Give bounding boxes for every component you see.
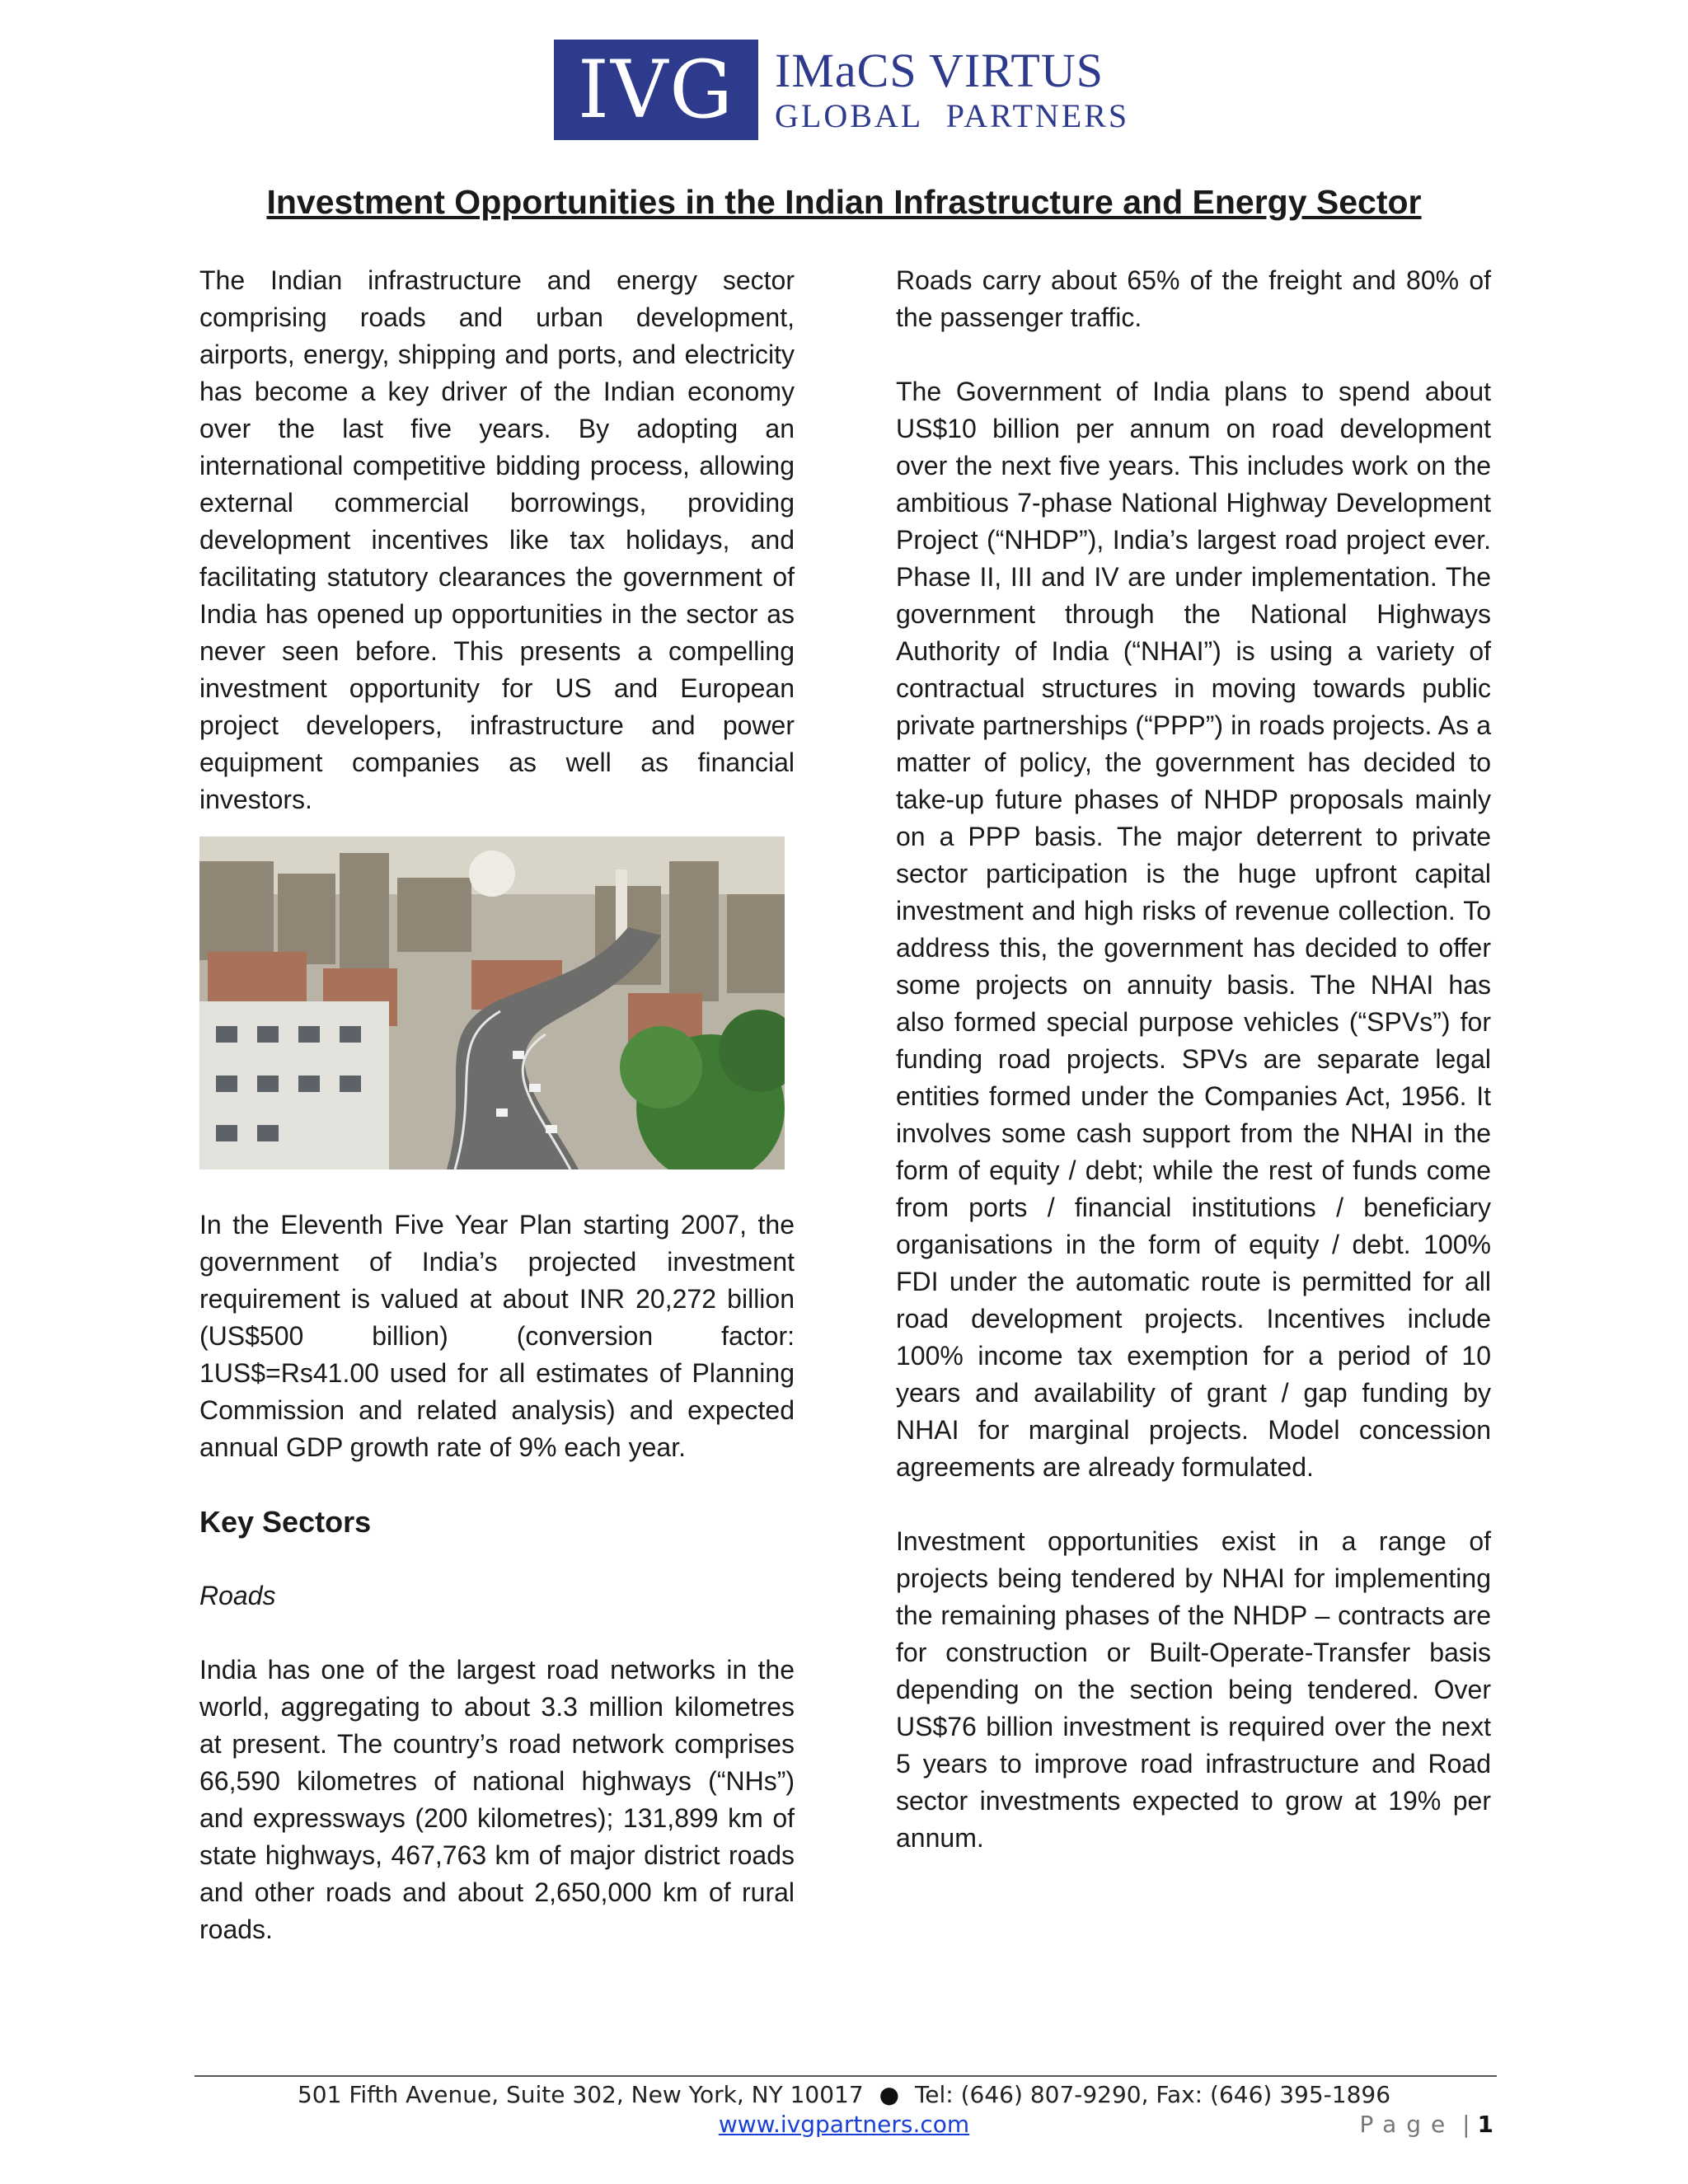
road-spending-paragraph: The Government of India plans to spend about US$10 billion per annum on road development over the next five years. This includes work on the ambitious 7-phase National Highway Development Project (“NHDP”), India’s largest road project ever. Phase II, III and IV are under implementation. The government through the National Highways Authority of India (“NHAI”) is using a variety of contractual structures in moving towards public private partnerships (“PPP”) in roads projects. As a matter of policy, the government has decided to take-up future phases of NHDP proposals mainly on a PPP basis. The major deterrent to private sector participation is the huge upfront capital investment and high risks of revenue collection. To address this, the government has decided to offer some projects on annuity basis. The NHAI has also formed special purpose vehicles (“SPVs”) for funding road projects. SPVs are separate legal entities formed under the Companies Act, 1956. It involves some cash support from the NHAI in the form of equity / debt; while the rest of funds come from ports / financial institutions / beneficiary organisations in the form of equity / debt. 100% FDI under the automatic route is permitted for all road development projects. Incentives include 100% income tax exemption for a period of 10 years and availability of grant / gap funding by NHAI for marginal projects. Model concession agreements are already formulated. [896, 377, 1491, 1482]
page-separator: | [1462, 2111, 1470, 2138]
plan-paragraph: In the Eleventh Five Year Plan starting 2007, the government of India’s projected investment requirement is valued at about INR 20,272 billion (US$500 billion) (conversion factor: 1US$=Rs41.00 used for all estimates of Planning Commission and related analysis) and expected annual GDP growth rate of 9% each year. [199, 1210, 795, 1462]
flyover-illustration [199, 837, 785, 1169]
logo-mark-text: IVG [578, 44, 734, 136]
city-flyover-photo [199, 837, 785, 1169]
right-column [896, 262, 1491, 1857]
logo-wordmark [775, 45, 1129, 135]
company-logo [554, 40, 1147, 140]
page-number: 1 [1477, 2111, 1493, 2138]
logo-line-1: IMaCS VIRTUS [775, 44, 1104, 97]
key-sectors-heading: Key Sectors [199, 1505, 372, 1539]
page-label: Page [1359, 2111, 1456, 2138]
roads-subheading: Roads [199, 1581, 276, 1610]
logo-mark [554, 40, 758, 140]
left-column [199, 262, 795, 1948]
page-title: Investment Opportunities in the Indian Infrastructure and Energy Sector [266, 183, 1422, 221]
website-link[interactable]: www.ivgpartners.com [718, 2111, 970, 2138]
investment-opportunities-paragraph: Investment opportunities exist in a range of projects being tendered by NHAI for implementing the remaining phases of the NHDP – contracts are for construction or Built-Operate-Transfer basis depending on the section being tendered. Over US$76 billion investment is required over the next 5 years to improve road infrastructure and Road sector investments expected to grow at 19% per annum. [896, 1526, 1491, 1853]
roads-paragraph: India has one of the largest road networks in the world, aggregating to about 3.3 million kilometres at present. The country’s road network comprises 66,590 kilometres of national highways (“NHs”) and expressways (200 kilometres); 131,899 km of state highways, 467,763 km of major district roads and other roads and about 2,650,000 km of rural roads. [199, 1655, 795, 1944]
page-number-block [1359, 2110, 1493, 2139]
footer-contact: Tel: (646) 807-9290, Fax: (646) 395-1896 [914, 2081, 1391, 2108]
footer-divider [195, 2075, 1497, 2077]
footer-address-line [0, 2080, 1688, 2110]
footer-address: 501 Fifth Avenue, Suite 302, New York, NY 10017 [297, 2081, 864, 2108]
freight-paragraph: Roads carry about 65% of the freight and 80% of the passenger traffic. [896, 265, 1491, 332]
bullet-separator-icon: ● [879, 2081, 900, 2108]
intro-paragraph: The Indian infrastructure and energy sector comprising roads and urban development, airports, energy, shipping and ports, and electricity has become a key driver of the Indian economy over the last five years. By adopting an international competitive bidding process, allowing external commercial borrowings, providing development incentives like tax holidays, and facilitating statutory clearances the government of India has opened up opportunities in the sector as never seen before. This presents a compelling investment opportunity for US and European project developers, infrastructure and power equipment companies as well as financial investors. [199, 265, 795, 814]
logo-line-2: GLOBAL PARTNERS [775, 97, 1130, 134]
